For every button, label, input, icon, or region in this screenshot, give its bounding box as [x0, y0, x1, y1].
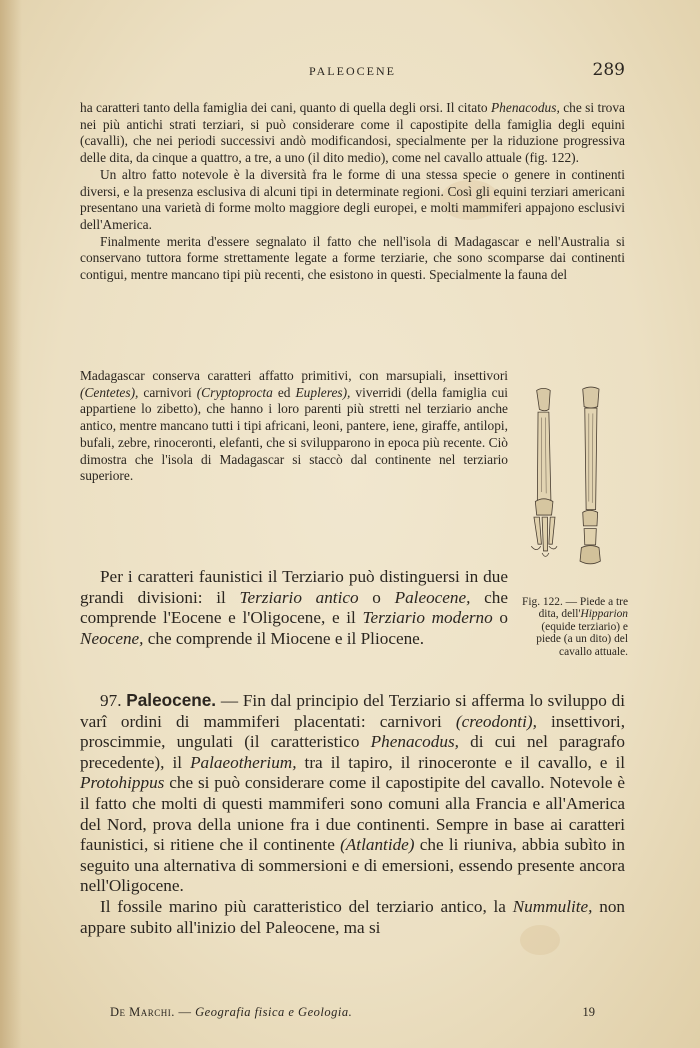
figure-122-illustration: [510, 385, 625, 595]
page-number: 289: [592, 60, 625, 80]
text-block-small-2: [80, 368, 508, 485]
page-header: [80, 60, 625, 86]
section-97: [80, 690, 625, 938]
page-footer: [80, 1005, 625, 1023]
signature-mark: 19: [582, 1005, 595, 1019]
running-title: PALEOCENE: [309, 64, 396, 78]
page-edge-shadow: [0, 0, 22, 1048]
text-block-small-1: [80, 100, 625, 284]
figure-caption: Fig. 122. — Piede a tre dita, dell'Hipparion (equide terziario) e piede (a un dito) del cavallo attuale.: [522, 596, 628, 658]
paragraph: Un altro fatto notevole è la diversità fra le forme di una stessa specie o genere in continenti diversi, e la presenza esclusiva di alcuni tipi in determinate regioni. Così gli equini terziari americani presentano una varietà di forme molto maggiore degli europei, e molti mammiferi appajono esclusivi dell'America.: [80, 166, 625, 232]
paragraph: Per i caratteri faunistici il Terziario può distinguersi in due grandi divisioni: il Terziario antico o Paleocene, che comprende l'Eocene e l'Oligocene, e il Terziario moderno o Neocene, che comprende il Miocene e il Pliocene.: [80, 567, 509, 648]
paragraph: 97. Paleocene. — Fin dal principio del Terziario si afferma lo sviluppo di varî ordini di mammiferi placentati: carnivori (creodonti), insettivori, proscimmie, ungulati (il caratteristico Phenacodus, di cui nel paragrafo precedente), il Palaeotherium, tra il tapiro, il rinoceronte e il cavallo, e il Protohippus che si può considerare come il capostipite del cavallo. Notevole è il fatto che molti di questi mammiferi sono comuni alla Francia e all'America del Nord, prova della unione fra i due continenti. Sempre in base ai caratteri faunistici, si ritiene che il continente (Atlantide) che li riuniva, abbia subìto in seguito una alternativa di sommersioni e di emersioni, essendo presente ancora nell'Oligocene.: [80, 690, 625, 896]
section-title: Paleocene.: [126, 690, 217, 710]
text-block-large-1: [80, 567, 508, 649]
section-number: 97.: [100, 691, 122, 710]
paragraph: Madagascar conserva caratteri affatto primitivi, con marsupiali, insettivori (Centetes), carnivori (Cryptoprocta ed Eupleres), viverridi (della famiglia cui appartiene lo zibetto), che hanno i loro parenti più stretti nel terziario anche antico, mentre mancano tutti i tipi africani, leoni, pantere, iene, giraffe, antilopi, bufali, zebre, rinoceronti, elefanti, che si svilupparono in epoca più recente. Ciò dimostra che l'isola di Madagascar si staccò dal continente nel terziario superiore.: [80, 368, 508, 484]
paragraph: ha caratteri tanto della famiglia dei cani, quanto di quella degli orsi. Il citato Phenacodus, che si trova nei più antichi strati terziari, si può considerare come il capostipite della famiglia degli equini (cavalli), che nei periodi successivi andò modificandosi, specialmente per la riduzione progressiva delle dita, da cinque a quattro, a tre, a uno (il dito medio), come nel cavallo attuale (fig. 122).: [80, 100, 625, 166]
paragraph: Finalmente merita d'essere segnalato il fatto che nell'isola di Madagascar e nell'Australia si conservano tuttora forme strettamente legate a forme terziarie, che sono scomparse dai continenti contigui, mentre mancano tipi più recenti, che esistono in questi. Specialmente la fauna del: [80, 233, 625, 283]
paragraph: Il fossile marino più caratteristico del terziario antico, la Nummulite, non appare subito all'inizio del Paleocene, ma si: [80, 896, 626, 937]
footer-citation: De Marchi. — Geografia fisica e Geologia.: [110, 1005, 353, 1019]
